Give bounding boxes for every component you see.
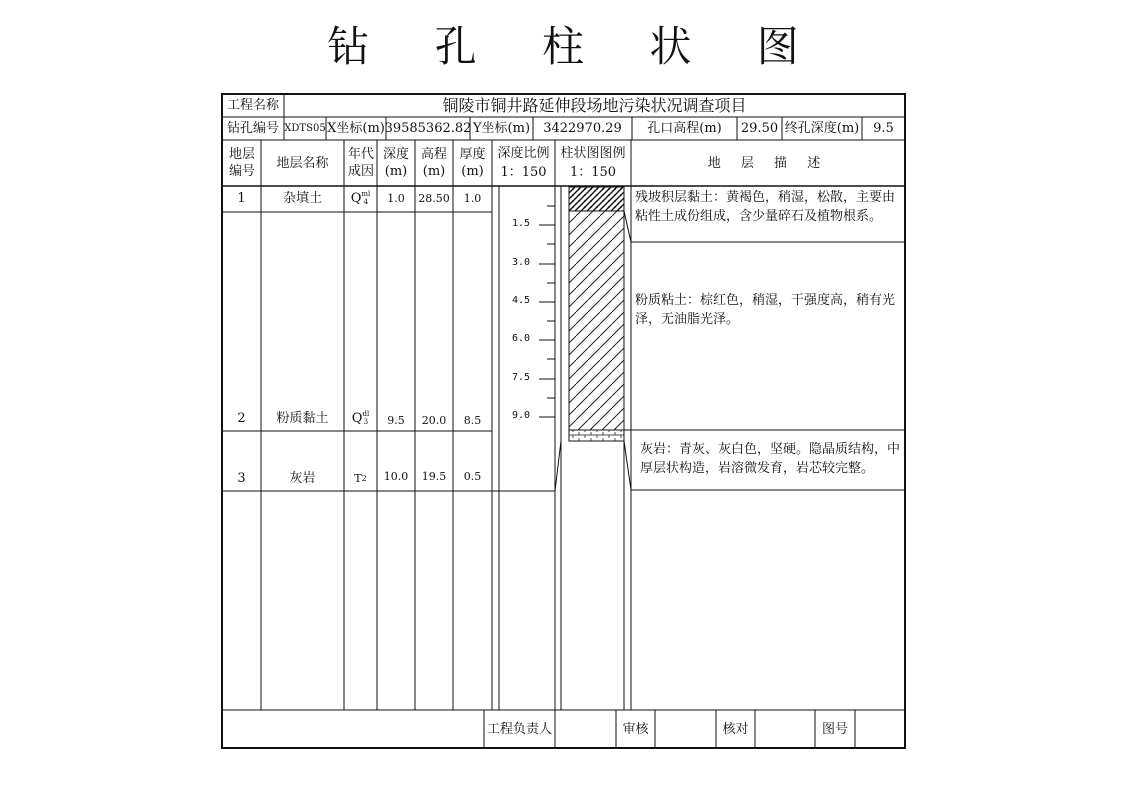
layer-3-name: 灰岩 (289, 470, 316, 486)
project-name: 铜陵市铜井路延伸段场地污染状况调查项目 (442, 96, 747, 115)
depth-tick-label: 1.5 (512, 218, 531, 229)
layer-3-description: 灰岩：青灰、灰白色，坚硬。隐晶质结构，中厚层状构造，岩溶微发育，岩芯较完整。 (640, 442, 901, 476)
layer-3-age: T 2 (354, 471, 367, 485)
footer-review-label: 审核 (622, 721, 649, 737)
depth-tick-label: 6.0 (512, 333, 531, 344)
final-depth-value: 9.5 (873, 121, 894, 136)
elevation-label: 孔口高程(m) (647, 121, 722, 136)
layer-2-elevation: 20.0 (421, 413, 447, 427)
layer-1-thickness: 1.0 (463, 191, 482, 205)
layer-1-description: 残坡积层黏土：黄褐色，稍湿，松散，主要由粘性土成份组成，含少量碎石及植物根系。 (635, 190, 896, 224)
header-layer-no: 地层编号 (228, 147, 255, 179)
hole-value: XDTS05 (284, 123, 326, 134)
project-label: 工程名称 (226, 98, 279, 113)
header-elevation: 高程(m) (420, 147, 447, 179)
layer-3-depth: 10.0 (383, 469, 409, 483)
y-coord-value: 3422970.29 (543, 121, 622, 136)
footer-manager-label: 工程负责人 (486, 721, 552, 737)
layer-2-depth: 9.5 (387, 413, 405, 427)
layer-1-elevation: 28.50 (418, 191, 450, 205)
layer-1-age: Q ml 4 (350, 190, 371, 206)
header-description: 地 层 描 述 (707, 155, 829, 171)
layer-2-thickness: 8.5 (463, 413, 482, 427)
header-layer-name: 地层名称 (276, 155, 329, 171)
page-title: 钻 孔 柱 状 图 (327, 22, 825, 71)
y-coord-label: Y坐标(m) (472, 121, 531, 136)
elevation-value: 29.50 (740, 121, 779, 136)
layer-2-no: 2 (237, 410, 246, 426)
footer-drawing-no-label: 图号 (821, 721, 848, 737)
header-age: 年代成因 (347, 147, 374, 179)
x-coord-label: X坐标(m) (327, 121, 385, 136)
layer-3-no: 3 (237, 470, 246, 486)
layer-2-name: 粉质黏土 (276, 410, 329, 426)
layer-2-description: 粉质粘土：棕红色，稍湿，干强度高，稍有光泽，无油脂光泽。 (635, 293, 896, 327)
layer-1-name: 杂填土 (282, 190, 322, 206)
header-depth-scale: 深度比例 (497, 145, 550, 161)
depth-tick-label: 7.5 (512, 372, 531, 383)
x-coord-value: 39585362.82 (384, 121, 472, 136)
header-depth-scale-ratio: 1：150 (500, 164, 547, 180)
depth-tick-label: 9.0 (512, 410, 531, 421)
header-column-scale: 柱状图图例 (560, 145, 626, 161)
header-depth: 深度(m) (382, 147, 409, 179)
header-thickness: 厚度(m) (459, 147, 486, 179)
depth-tick-label: 3.0 (512, 257, 531, 268)
depth-tick-label: 4.5 (512, 295, 531, 306)
final-depth-label: 终孔深度(m) (784, 121, 860, 136)
header-column-scale-ratio: 1：150 (569, 164, 617, 180)
layer-1-no: 1 (237, 190, 246, 206)
footer-check-label: 核对 (722, 721, 749, 737)
layer-2-age: Q dl 3 (351, 410, 370, 426)
layer-1-depth: 1.0 (387, 191, 405, 205)
hole-label: 钻孔编号 (226, 121, 279, 136)
layer-3-elevation: 19.5 (421, 469, 447, 483)
layer-3-thickness: 0.5 (463, 469, 482, 483)
